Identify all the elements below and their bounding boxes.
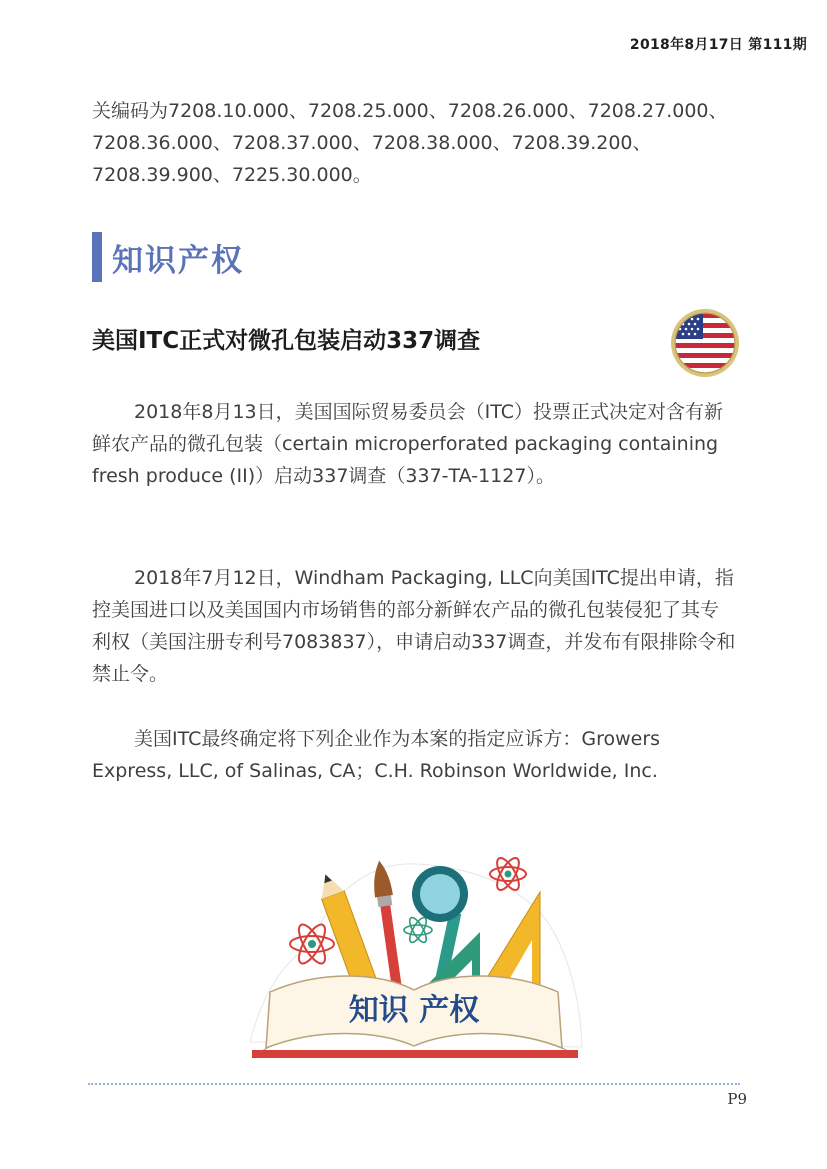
- footer-divider: [88, 1083, 740, 1085]
- intro-paragraph: 关编码为7208.10.000、7208.25.000、7208.26.000、7208.27.000、7208.36.000、7208.37.000、7208.38.000、7208.39.200、7208.39.900、7225.30.000。: [92, 100, 728, 186]
- section-heading: [92, 232, 244, 282]
- us-flag-icon: [670, 308, 740, 378]
- article-paragraph-3: 美国ITC最终确定将下列企业作为本案的指定应诉方：Growers Express, LLC, of Salinas, CA；C.H. Robinson Worldwide, Inc.: [92, 728, 661, 782]
- section-accent-bar: [92, 232, 102, 282]
- article-title: 美国ITC正式对微孔包装启动337调查: [92, 328, 481, 354]
- page-number: P9: [727, 1090, 747, 1108]
- issue-date: 2018年8月17日 第111期: [629, 37, 807, 53]
- article-paragraph-1: 2018年8月13日，美国国际贸易委员会（ITC）投票正式决定对含有新鲜农产品的微孔包装（certain microperforated packaging containing fresh produce (II)）启动337调查（337-TA-1127）。: [92, 401, 723, 487]
- article-paragraph-2: 2018年7月12日，Windham Packaging, LLC向美国ITC提出申请，指控美国进口以及美国国内市场销售的部分新鲜农产品的微孔包装侵犯了其专利权（美国注册专利号7083837），申请启动337调查，并发布有限排除令和禁止令。: [92, 567, 736, 685]
- intellectual-property-book-illustration: [240, 852, 588, 1062]
- banner-text: 知识 产权: [348, 993, 480, 1028]
- section-title: 知识产权: [112, 242, 244, 279]
